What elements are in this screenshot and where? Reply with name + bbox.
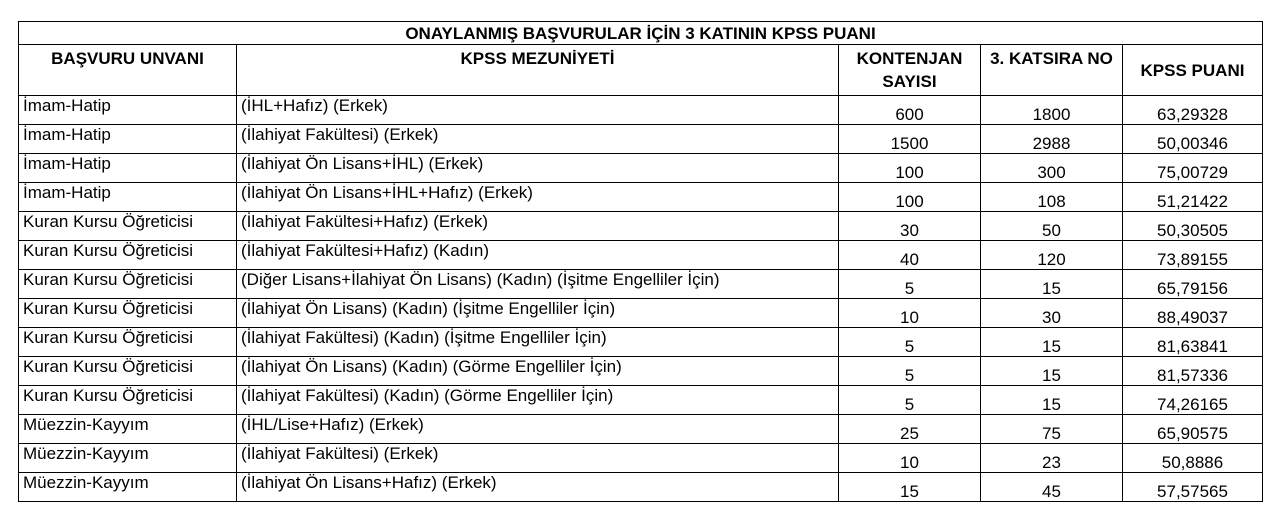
cell-kpss-puani: 81,63841 — [1123, 328, 1263, 357]
cell-basvuru-unvani: Kuran Kursu Öğreticisi — [19, 270, 237, 299]
cell-kpss-puani: 57,57565 — [1123, 473, 1263, 502]
cell-katsira-no: 45 — [981, 473, 1123, 502]
header-katsira-no: 3. KATSIRA NO — [981, 45, 1123, 96]
cell-kpss-mezuniyeti: (İlahiyat Fakültesi) (Erkek) — [237, 125, 839, 154]
cell-basvuru-unvani: Müezzin-Kayyım — [19, 444, 237, 473]
kpss-results-table — [18, 21, 1263, 502]
cell-basvuru-unvani: Kuran Kursu Öğreticisi — [19, 328, 237, 357]
cell-katsira-no: 30 — [981, 299, 1123, 328]
cell-basvuru-unvani: Kuran Kursu Öğreticisi — [19, 299, 237, 328]
cell-kontenjan-sayisi: 5 — [839, 357, 981, 386]
cell-kpss-puani: 73,89155 — [1123, 241, 1263, 270]
cell-kontenjan-sayisi: 15 — [839, 473, 981, 502]
cell-katsira-no: 15 — [981, 357, 1123, 386]
cell-kontenjan-sayisi: 5 — [839, 270, 981, 299]
cell-kontenjan-sayisi: 40 — [839, 241, 981, 270]
cell-katsira-no: 15 — [981, 270, 1123, 299]
cell-kontenjan-sayisi: 100 — [839, 183, 981, 212]
cell-basvuru-unvani: Kuran Kursu Öğreticisi — [19, 357, 237, 386]
cell-basvuru-unvani: İmam-Hatip — [19, 183, 237, 212]
cell-katsira-no: 50 — [981, 212, 1123, 241]
table-row — [19, 386, 1263, 415]
cell-kpss-puani: 65,90575 — [1123, 415, 1263, 444]
table-row — [19, 444, 1263, 473]
cell-kontenjan-sayisi: 25 — [839, 415, 981, 444]
cell-kpss-puani: 63,29328 — [1123, 96, 1263, 125]
cell-kpss-mezuniyeti: (Diğer Lisans+İlahiyat Ön Lisans) (Kadın) (İşitme Engelliler İçin) — [237, 270, 839, 299]
cell-basvuru-unvani: Müezzin-Kayyım — [19, 415, 237, 444]
cell-kpss-mezuniyeti: (İlahiyat Fakültesi) (Kadın) (Görme Engelliler İçin) — [237, 386, 839, 415]
cell-katsira-no: 1800 — [981, 96, 1123, 125]
cell-basvuru-unvani: Kuran Kursu Öğreticisi — [19, 241, 237, 270]
table-title-row — [19, 22, 1263, 45]
cell-kpss-mezuniyeti: (İHL/Lise+Hafız) (Erkek) — [237, 415, 839, 444]
cell-basvuru-unvani: Kuran Kursu Öğreticisi — [19, 212, 237, 241]
cell-kpss-puani: 65,79156 — [1123, 270, 1263, 299]
cell-basvuru-unvani: İmam-Hatip — [19, 96, 237, 125]
table-row — [19, 183, 1263, 212]
cell-kpss-puani: 50,8886 — [1123, 444, 1263, 473]
cell-kpss-mezuniyeti: (İlahiyat Ön Lisans+Hafız) (Erkek) — [237, 473, 839, 502]
cell-kontenjan-sayisi: 100 — [839, 154, 981, 183]
cell-katsira-no: 15 — [981, 386, 1123, 415]
table-row — [19, 241, 1263, 270]
cell-katsira-no: 75 — [981, 415, 1123, 444]
header-basvuru-unvani: BAŞVURU UNVANI — [19, 45, 237, 96]
cell-kpss-mezuniyeti: (İlahiyat Fakültesi+Hafız) (Kadın) — [237, 241, 839, 270]
table-title: ONAYLANMIŞ BAŞVURULAR İÇİN 3 KATININ KPSS PUANI — [19, 22, 1263, 45]
header-kpss-puani: KPSS PUANI — [1123, 45, 1263, 96]
cell-kpss-puani: 50,00346 — [1123, 125, 1263, 154]
cell-katsira-no: 300 — [981, 154, 1123, 183]
cell-kpss-mezuniyeti: (İlahiyat Fakültesi) (Kadın) (İşitme Engelliler İçin) — [237, 328, 839, 357]
cell-kontenjan-sayisi: 10 — [839, 444, 981, 473]
cell-katsira-no: 108 — [981, 183, 1123, 212]
table-row — [19, 473, 1263, 502]
cell-basvuru-unvani: Kuran Kursu Öğreticisi — [19, 386, 237, 415]
cell-kpss-mezuniyeti: (İlahiyat Fakültesi) (Erkek) — [237, 444, 839, 473]
cell-kpss-puani: 51,21422 — [1123, 183, 1263, 212]
cell-kpss-mezuniyeti: (İlahiyat Ön Lisans+İHL+Hafız) (Erkek) — [237, 183, 839, 212]
cell-katsira-no: 15 — [981, 328, 1123, 357]
table-body — [19, 96, 1263, 502]
cell-kpss-puani: 50,30505 — [1123, 212, 1263, 241]
cell-kpss-mezuniyeti: (İlahiyat Ön Lisans+İHL) (Erkek) — [237, 154, 839, 183]
table-row — [19, 125, 1263, 154]
header-kpss-mezuniyeti: KPSS MEZUNİYETİ — [237, 45, 839, 96]
cell-kontenjan-sayisi: 30 — [839, 212, 981, 241]
cell-kontenjan-sayisi: 10 — [839, 299, 981, 328]
header-kontenjan-sayisi: KONTENJAN SAYISI — [839, 45, 981, 96]
table-row — [19, 154, 1263, 183]
table-row — [19, 357, 1263, 386]
table-header-row — [19, 45, 1263, 96]
table-row — [19, 96, 1263, 125]
cell-katsira-no: 2988 — [981, 125, 1123, 154]
cell-kontenjan-sayisi: 600 — [839, 96, 981, 125]
cell-kpss-mezuniyeti: (İlahiyat Ön Lisans) (Kadın) (İşitme Engelliler İçin) — [237, 299, 839, 328]
cell-kpss-puani: 81,57336 — [1123, 357, 1263, 386]
table-row — [19, 299, 1263, 328]
cell-basvuru-unvani: İmam-Hatip — [19, 125, 237, 154]
cell-kpss-mezuniyeti: (İlahiyat Ön Lisans) (Kadın) (Görme Engelliler İçin) — [237, 357, 839, 386]
cell-katsira-no: 23 — [981, 444, 1123, 473]
cell-basvuru-unvani: İmam-Hatip — [19, 154, 237, 183]
cell-kpss-puani: 75,00729 — [1123, 154, 1263, 183]
cell-kontenjan-sayisi: 5 — [839, 386, 981, 415]
cell-kontenjan-sayisi: 1500 — [839, 125, 981, 154]
table-row — [19, 212, 1263, 241]
table-row — [19, 270, 1263, 299]
table-row — [19, 328, 1263, 357]
cell-kpss-mezuniyeti: (İHL+Hafız) (Erkek) — [237, 96, 839, 125]
cell-kpss-puani: 74,26165 — [1123, 386, 1263, 415]
cell-kpss-mezuniyeti: (İlahiyat Fakültesi+Hafız) (Erkek) — [237, 212, 839, 241]
cell-kpss-puani: 88,49037 — [1123, 299, 1263, 328]
table-row — [19, 415, 1263, 444]
cell-kontenjan-sayisi: 5 — [839, 328, 981, 357]
cell-basvuru-unvani: Müezzin-Kayyım — [19, 473, 237, 502]
cell-katsira-no: 120 — [981, 241, 1123, 270]
